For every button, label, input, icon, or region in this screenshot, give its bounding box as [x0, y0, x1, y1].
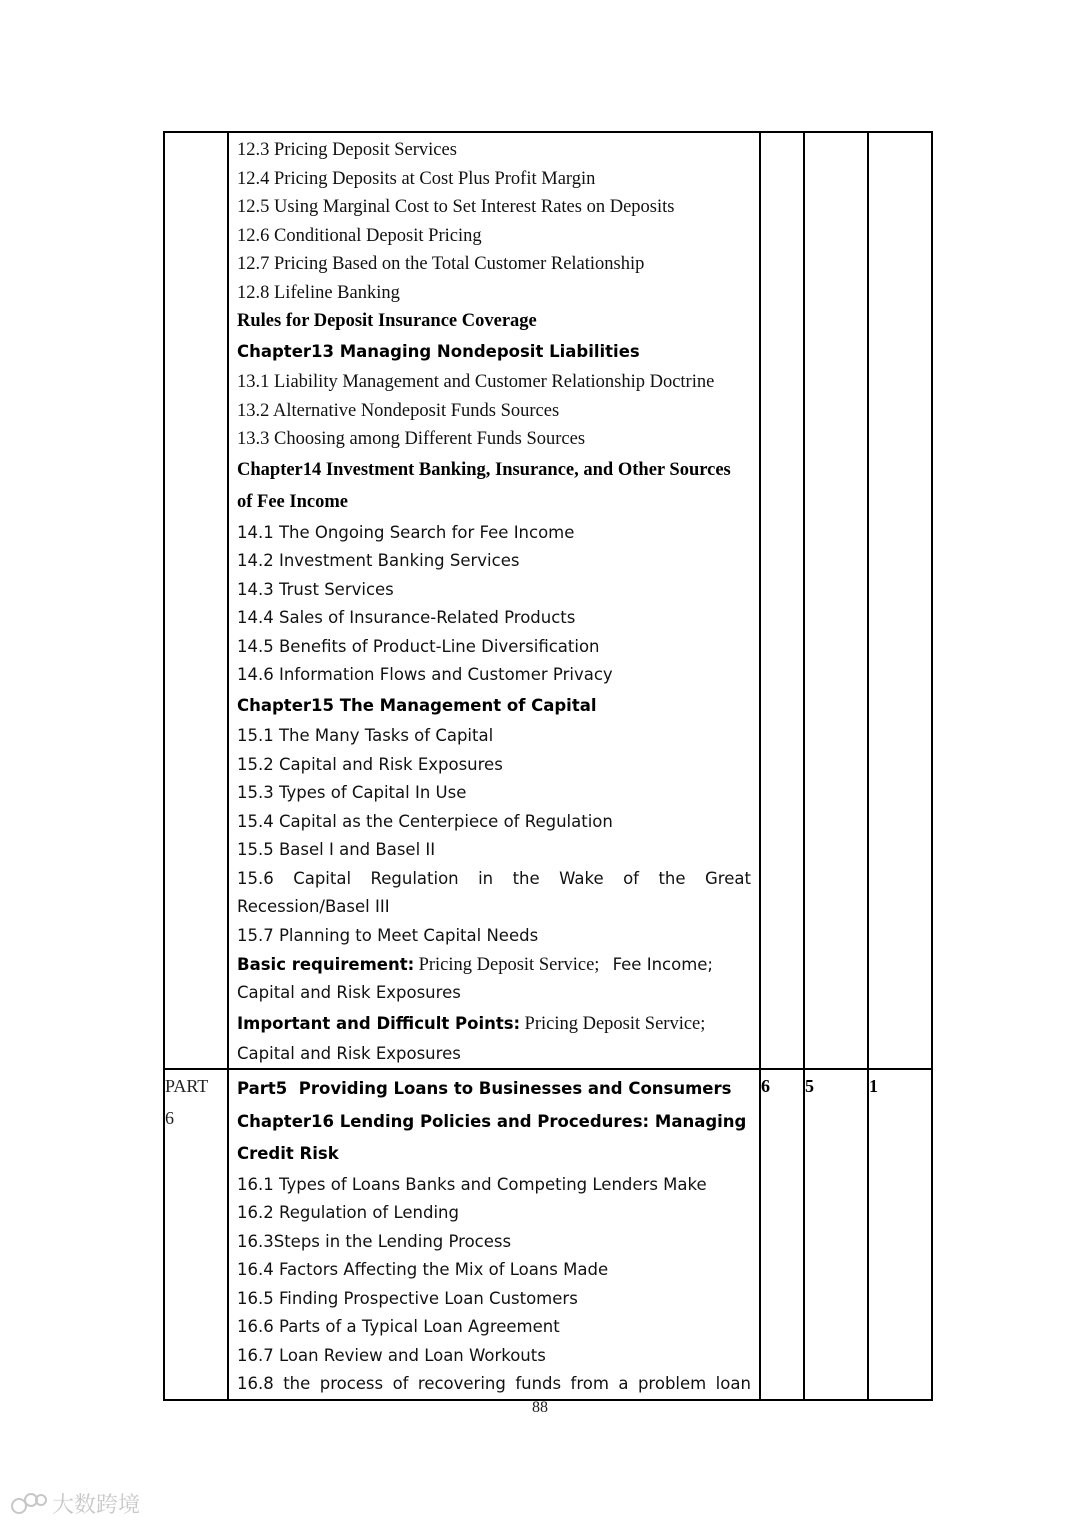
list-item: 16.2 Regulation of Lending: [237, 1203, 459, 1222]
list-item: 12.8 Lifeline Banking: [237, 282, 400, 303]
table-row: [164, 132, 932, 1069]
list-item: 12.6 Conditional Deposit Pricing: [237, 225, 482, 246]
hours-cell: 1: [868, 1069, 932, 1400]
list-item: 14.2 Investment Banking Services: [237, 551, 520, 570]
list-item: 15.4 Capital as the Centerpiece of Regulation: [237, 811, 613, 831]
watermark-logo-icon: [10, 1491, 48, 1517]
list-item: 14.3 Trust Services: [237, 579, 394, 599]
list-item: 16.3Steps in the Lending Process: [237, 1231, 512, 1251]
hours-cell: 6: [760, 1069, 804, 1400]
list-item: 12.7 Pricing Based on the Total Customer Relationship: [237, 254, 645, 274]
part-label: PART: [165, 1076, 209, 1096]
chapter-heading-continued: Credit Risk: [237, 1144, 339, 1163]
list-item-justified: 16.8 the process of recovering funds from a problem loan: [237, 1374, 751, 1393]
basic-requirement-text: Pricing Deposit Service;: [418, 955, 600, 975]
list-item: 16.1 Types of Loans Banks and Competing Lenders Make: [237, 1174, 707, 1194]
part-cell-empty: [164, 132, 228, 1069]
list-item: 15.7 Planning to Meet Capital Needs: [237, 925, 539, 945]
important-points-label: Important and Difficult Points:: [237, 1014, 521, 1033]
list-item: 16.7 Loan Review and Loan Workouts: [237, 1345, 546, 1365]
page-number: 88: [532, 1399, 548, 1416]
hours-cell: 5: [804, 1069, 868, 1400]
important-points-continued: Capital and Risk Exposures: [237, 1043, 461, 1063]
important-points-text: Pricing Deposit Service;: [524, 1014, 706, 1034]
list-item: 15.1 The Many Tasks of Capital: [237, 726, 494, 745]
hours-cell-empty: [760, 132, 804, 1069]
basic-requirement-line: [237, 950, 751, 979]
list-item: 15.2 Capital and Risk Exposures: [237, 754, 503, 774]
list-item: 13.2 Alternative Nondeposit Funds Sources: [237, 400, 560, 421]
basic-requirement-text: Fee Income;: [612, 955, 713, 974]
part-number: 6: [165, 1108, 174, 1128]
list-item: 14.1 The Ongoing Search for Fee Income: [237, 522, 575, 542]
list-item-justified: 15.6 Capital Regulation in the Wake of the Great: [237, 868, 751, 888]
list-item: 14.4 Sales of Insurance-Related Products: [237, 608, 576, 627]
list-item: 14.6 Information Flows and Customer Privacy: [237, 665, 613, 684]
list-item: 12.3 Pricing Deposit Services: [237, 140, 457, 160]
content-cell: [228, 1069, 760, 1400]
list-item-continued: Recession/Basel III: [237, 897, 390, 916]
section-heading: Rules for Deposit Insurance Coverage: [237, 311, 537, 331]
list-item: 15.5 Basel I and Basel II: [237, 840, 436, 859]
chapter-heading: Chapter15 The Management of Capital: [237, 695, 597, 715]
list-item: 16.6 Parts of a Typical Loan Agreement: [237, 1317, 560, 1336]
list-item: 13.3 Choosing among Different Funds Sources: [237, 429, 586, 449]
basic-requirement-label: Basic requirement:: [237, 955, 415, 974]
basic-requirement-continued: Capital and Risk Exposures: [237, 982, 461, 1002]
watermark-text: 大数跨境: [52, 1493, 141, 1518]
watermark: [10, 1488, 140, 1519]
chapter-heading: Chapter13 Managing Nondeposit Liabilities: [237, 341, 640, 361]
list-item: 12.5 Using Marginal Cost to Set Interest Rates on Deposits: [237, 197, 675, 217]
chapter-heading: Chapter16 Lending Policies and Procedures: Managing: [237, 1111, 747, 1131]
part-heading: Part5 Providing Loans to Businesses and Consumers: [237, 1079, 732, 1098]
chapter-heading: Chapter14 Investment Banking, Insurance, and Other Sources: [237, 459, 731, 480]
important-points-line: [237, 1007, 751, 1040]
content-cell: [228, 132, 760, 1069]
list-item: 14.5 Benefits of Product-Line Diversification: [237, 636, 600, 656]
list-item: 13.1 Liability Management and Customer Relationship Doctrine: [237, 372, 715, 392]
list-item: 16.5 Finding Prospective Loan Customers: [237, 1288, 578, 1308]
chapter-heading-continued: of Fee Income: [237, 492, 348, 512]
list-item: 16.4 Factors Affecting the Mix of Loans Made: [237, 1260, 609, 1279]
syllabus-table: [163, 131, 933, 1401]
part-cell: [164, 1069, 228, 1400]
hours-cell-empty: [804, 132, 868, 1069]
table-row: [164, 1069, 932, 1400]
hours-cell-empty: [868, 132, 932, 1069]
list-item: 12.4 Pricing Deposits at Cost Plus Profit Margin: [237, 168, 596, 189]
list-item: 15.3 Types of Capital In Use: [237, 783, 467, 802]
